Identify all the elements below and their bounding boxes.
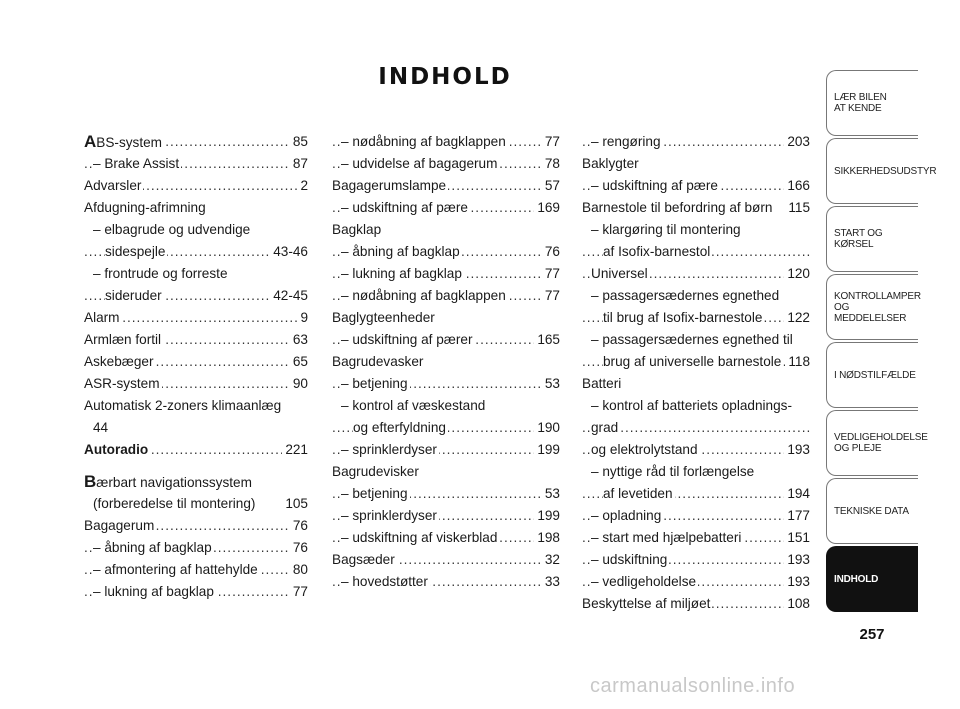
index-entry-page: 120 (784, 263, 810, 285)
index-entry-text: – lukning af bagklap (341, 266, 462, 281)
index-entry (582, 571, 810, 593)
index-entry-text: – nødåbning af bagklappen (341, 134, 506, 149)
index-entry (84, 285, 308, 307)
watermark: carmanualsonline.info (590, 675, 796, 697)
index-entry-text: Advarsler (84, 178, 142, 193)
index-entry-page: 165 (534, 329, 560, 351)
index-entry (84, 417, 308, 439)
index-entry-text: – udvidelse af bagagerum (341, 156, 498, 171)
index-entry-page: 9 (297, 307, 308, 329)
index-entry-page: 193 (784, 571, 810, 593)
index-entry-text: – frontrude og forreste (93, 266, 228, 281)
section-tab-label: OG PLEJE (834, 443, 882, 454)
index-entry (84, 439, 308, 461)
index-entry (332, 285, 560, 307)
index-entry-page: 57 (542, 175, 560, 197)
page-title: INDHOLD (378, 64, 512, 90)
index-entry-text: – sprinklerdyser (341, 442, 437, 457)
index-entry-page: 53 (542, 483, 560, 505)
index-entry-text: – Brake Assist (93, 156, 180, 171)
index-entry-page: 53 (542, 373, 560, 395)
index-entry-text: Baglygteenheder (332, 310, 435, 325)
section-tab[interactable] (826, 138, 937, 204)
section-tab-label: TEKNISKE DATA (834, 505, 909, 517)
index-entry-page: 194 (784, 483, 810, 505)
index-entry-text: Askebæger (84, 354, 154, 369)
page-number: 257 (859, 626, 885, 643)
index-entry (84, 559, 308, 581)
index-entry-page: 151 (784, 527, 810, 549)
index-entry (332, 461, 560, 483)
section-tab-label: START OG KØRSEL (834, 228, 883, 250)
index-entry-text: – sprinklerdyser (341, 508, 437, 523)
index-entry-text: – rengøring (591, 134, 661, 149)
index-entry (582, 593, 810, 615)
index-entry (582, 549, 810, 571)
index-entry-text: Bagagerum (84, 518, 155, 533)
index-entry (332, 505, 560, 527)
index-entry-page: 108 (784, 593, 810, 615)
index-entry-page: 77 (542, 131, 560, 153)
index-entry (332, 329, 560, 351)
index-entry (84, 493, 308, 515)
index-entry-text: Baklygter (582, 156, 639, 171)
index-entry (332, 307, 560, 329)
index-entry-text: (forberedelse til montering) (93, 496, 256, 511)
index-entry (84, 537, 308, 559)
index-entry-page: 76 (290, 515, 308, 537)
index-entry (332, 483, 560, 505)
section-tab[interactable] (826, 70, 918, 136)
index-entry (582, 373, 810, 395)
index-entry-text: – start med hjælpebatteri (591, 530, 742, 545)
index-entry-text: Alarm (84, 310, 120, 325)
section-tab[interactable] (826, 342, 918, 408)
index-entry-page: 115 (785, 197, 810, 219)
section-tab[interactable] (826, 546, 918, 612)
index-entry (332, 219, 560, 241)
index-entry-page: 43-46 (270, 241, 308, 263)
index-entry-page: 77 (542, 285, 560, 307)
index-entry-text: Universel (591, 266, 648, 281)
index-entry-text: – opladning (591, 508, 662, 523)
index-entry-text: – åbning af bagklap (341, 244, 460, 259)
section-tab-label: VEDLIGEHOLDELSE (834, 432, 928, 443)
section-tab[interactable] (826, 274, 921, 340)
index-entry (582, 175, 810, 197)
index-entry-text: og elektrolytstand (591, 442, 698, 457)
index-entry (332, 153, 560, 175)
index-entry-text: til brug af Isofix-barnestole (603, 310, 763, 325)
index-entry-text: – udskiftning af viskerblad (341, 530, 498, 545)
index-entry-text: Bagrudevasker (332, 354, 424, 369)
index-entry-page: 169 (534, 197, 560, 219)
index-entry-text: sideruder (105, 288, 162, 303)
index-entry-page: 198 (534, 527, 560, 549)
index-entry-text: – kontrol af batteriets opladnings- (591, 398, 793, 413)
index-entry (582, 285, 810, 307)
index-entry (582, 307, 810, 329)
index-entry (84, 241, 308, 263)
index-entry-text: – klargøring til montering (591, 222, 741, 237)
index-entry-page: 203 (784, 131, 810, 153)
index-entry-text: Afdugning-afrimning (84, 200, 206, 215)
index-entry-page: 193 (784, 439, 810, 461)
index-entry-text: – nyttige råd til forlængelse (591, 464, 755, 479)
index-entry (84, 153, 308, 175)
index-entry-text: – vedligeholdelse (591, 574, 697, 589)
index-entry (84, 351, 308, 373)
index-entry-text: af levetiden (603, 486, 673, 501)
index-entry-text: – nødåbning af bagklappen (341, 288, 506, 303)
index-column-2 (332, 131, 560, 593)
index-entry (332, 175, 560, 197)
index-entry-page: 118 (785, 351, 810, 373)
section-tab[interactable] (826, 478, 918, 544)
index-entry-text: – udskiftning (591, 552, 668, 567)
index-entry-text: – udskiftning af pære (591, 178, 718, 193)
index-entry (84, 197, 308, 219)
index-entry (84, 307, 308, 329)
index-entry-page: 78 (542, 153, 560, 175)
index-entry (84, 471, 308, 493)
index-entry-text: – afmontering af hattehylde (93, 562, 258, 577)
index-entry (332, 439, 560, 461)
index-entry-text: Bagklap (332, 222, 382, 237)
index-entry-page: 90 (290, 373, 308, 395)
index-entry-text: Bærbart navigationssystem (84, 472, 252, 491)
index-entry-page: 76 (290, 537, 308, 559)
index-entry (582, 483, 810, 505)
index-entry-page: 177 (784, 505, 810, 527)
section-tab-label: KONTROLLAMPER (834, 290, 921, 302)
index-entry (332, 131, 560, 153)
index-entry (582, 351, 810, 373)
index-entry (582, 527, 810, 549)
index-entry (84, 175, 308, 197)
index-entry (582, 153, 810, 175)
index-entry (84, 373, 308, 395)
index-entry-text: og efterfyldning (353, 420, 446, 435)
index-entry-page: 77 (542, 263, 560, 285)
index-entry (582, 329, 810, 351)
section-tabs (826, 70, 937, 614)
index-entry-text: – elbagrude og udvendige (93, 222, 251, 237)
index-entry-page: 190 (534, 417, 560, 439)
index-entry (84, 263, 308, 285)
index-entry-page: 85 (290, 131, 308, 153)
section-tab-label: LÆR BILEN (834, 92, 887, 103)
index-entry-page: 166 (784, 175, 810, 197)
section-tab[interactable] (826, 410, 928, 476)
index-entry-page: 105 (282, 493, 308, 515)
index-entry-page: 199 (534, 505, 560, 527)
index-column-3 (582, 131, 810, 615)
index-entry (332, 527, 560, 549)
index-entry (84, 219, 308, 241)
index-entry-text: – åbning af bagklap (93, 540, 212, 555)
index-entry-page: 65 (290, 351, 308, 373)
index-entry (582, 417, 810, 439)
index-entry-text: – betjening (341, 376, 408, 391)
index-entry-text: – passagersædernes egnethed (591, 288, 780, 303)
index-entry-text: Automatisk 2-zoners klimaanlæg (84, 398, 282, 413)
index-entry (84, 515, 308, 537)
index-entry-text: Bagagerumslampe (332, 178, 447, 193)
index-entry (582, 263, 810, 285)
index-entry-text: – betjening (341, 486, 408, 501)
index-entry-page: 87 (290, 153, 308, 175)
index-entry-page: 193 (784, 549, 810, 571)
section-tab-label: AT KENDE (834, 103, 882, 114)
index-entry (332, 197, 560, 219)
index-entry-page: 221 (282, 439, 308, 461)
index-entry (332, 263, 560, 285)
index-entry (84, 581, 308, 603)
index-entry-text: grad (591, 420, 619, 435)
index-entry (332, 549, 560, 571)
section-tab-label: INDHOLD (834, 573, 879, 585)
index-entry (582, 395, 810, 417)
index-entry-page: 76 (542, 241, 560, 263)
index-entry (582, 131, 810, 153)
index-entry (332, 373, 560, 395)
index-entry-page: 63 (290, 329, 308, 351)
index-entry-page: 2 (297, 175, 308, 197)
index-entry (582, 461, 810, 483)
index-entry-text: – kontrol af væskestand (341, 398, 486, 413)
index-entry (332, 395, 560, 417)
index-entry (582, 505, 810, 527)
index-entry (84, 131, 308, 153)
index-entry-page: 33 (542, 571, 560, 593)
index-entry-text: Armlæn fortil (84, 332, 162, 347)
index-entry (582, 241, 810, 263)
index-entry-page: 122 (784, 307, 810, 329)
index-entry-text: ABS-system (84, 132, 162, 151)
section-tab[interactable] (826, 206, 918, 272)
index-entry-page: 32 (542, 549, 560, 571)
index-entry-text: – hovedstøtter (341, 574, 428, 589)
index-entry-text: – udskiftning af pære (341, 200, 468, 215)
index-entry (582, 439, 810, 461)
index-entry-page: 42-45 (270, 285, 308, 307)
index-entry (332, 241, 560, 263)
index-entry-text: af Isofix-barnestol (603, 244, 711, 259)
index-entry-text: Beskyttelse af miljøet (582, 596, 711, 611)
index-entry-page: 77 (290, 581, 308, 603)
section-tab-label: SIKKERHEDSUDSTYR (834, 165, 937, 177)
index-entry-text: ASR-system (84, 376, 160, 391)
index-entry-text: Autoradio (84, 442, 149, 457)
index-entry (84, 395, 308, 417)
index-entry (332, 571, 560, 593)
index-entry-text: brug af universelle barnestole (603, 354, 782, 369)
index-entry-page: 199 (534, 439, 560, 461)
index-entry-text: – udskiftning af pærer (341, 332, 473, 347)
section-tab-label: OG MEDDELELSER (834, 301, 907, 324)
index-entry-text: Batteri (582, 376, 622, 391)
index-entry-text: – lukning af bagklap (93, 584, 214, 599)
section-tab-label: I NØDSTILFÆLDE (834, 369, 916, 381)
index-entry-text: sidespejle (105, 244, 166, 259)
index-entry (332, 417, 560, 439)
index-entry-text: Bagsæder (332, 552, 395, 567)
index-entry (582, 197, 810, 219)
section-spacer (84, 461, 308, 471)
index-entry-text: – passagersædernes egnethed til (591, 332, 793, 347)
index-entry-text: 44 (93, 420, 109, 435)
index-entry-page: 80 (290, 559, 308, 581)
index-entry (332, 351, 560, 373)
index-entry-text: Barnestole til befordring af børn (582, 200, 773, 215)
index-entry-text: Bagrudevisker (332, 464, 419, 479)
index-entry (582, 219, 810, 241)
index-column-1 (84, 131, 308, 603)
index-entry (84, 329, 308, 351)
